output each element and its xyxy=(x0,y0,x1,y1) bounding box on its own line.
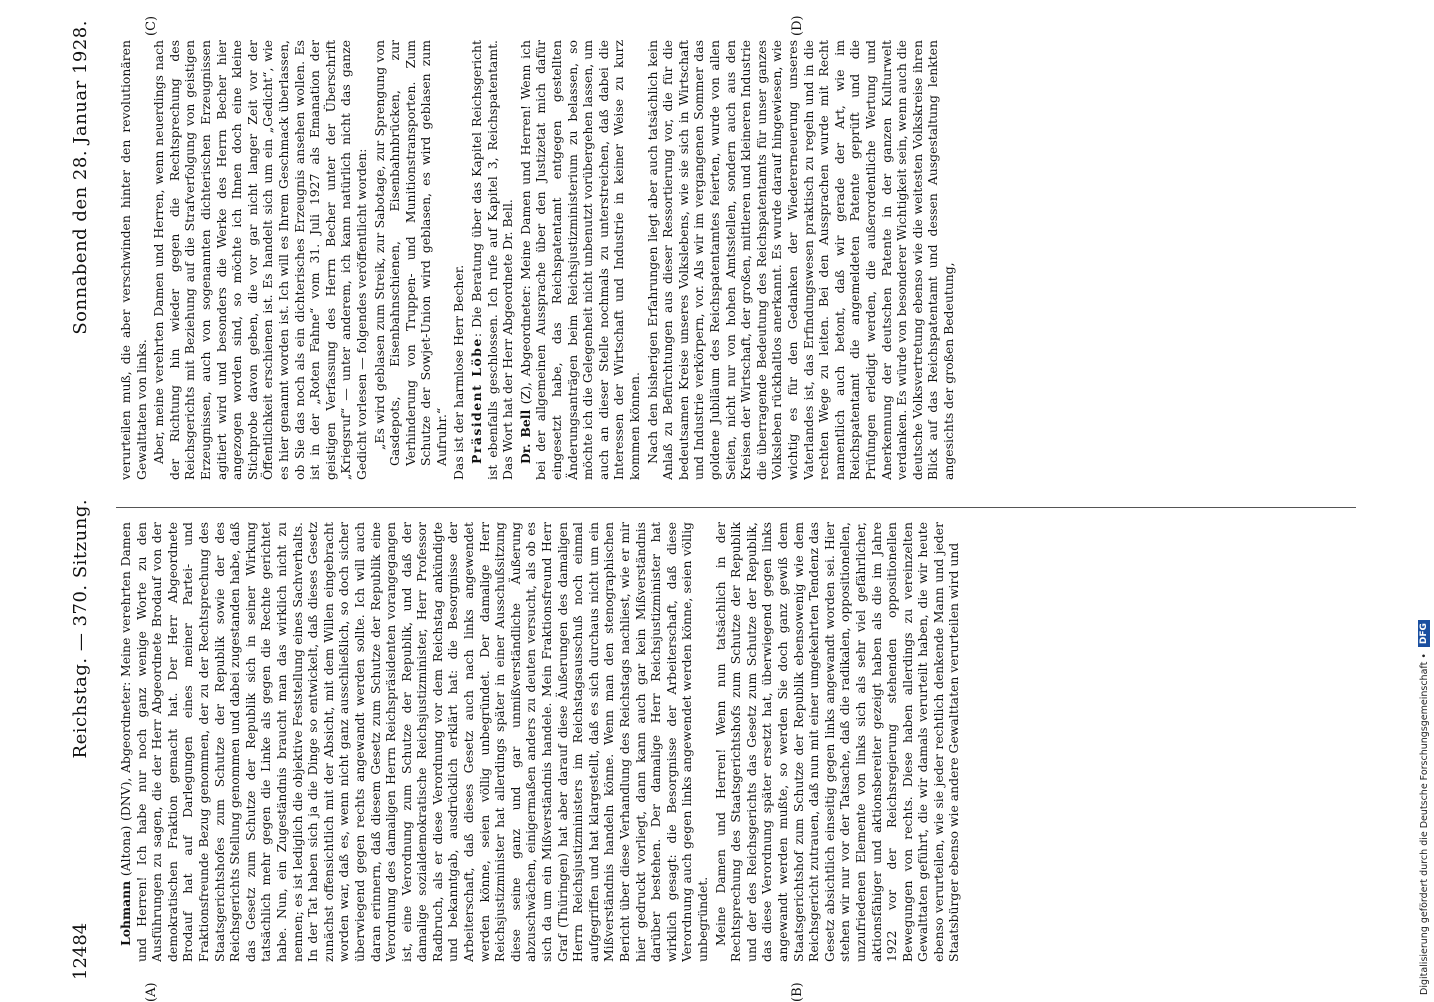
paragraph-text: verurteilen muß, die aber verschwinden hinter den revolutionären Gewalttaten von links. xyxy=(118,40,149,480)
margin-marker-c: (C) xyxy=(144,15,159,36)
page-number: 12484 xyxy=(70,922,91,980)
credit-text: Digitalisierung gefördert durch die Deutsche Forschungsgemeinschaft • xyxy=(1418,653,1430,995)
paragraph-text: Nach den bisherigen Erfahrungen liegt aber auch tatsächlich kein Anlaß zu Befürchtungen aus dieser Ressortierung vor, die für die bedeutsamen Kreise unseres Volkslebens, wie sie sich in Wirtschaft und Industrie verkörpern, vor. Als wir im vergangenen Sommer das goldene Jubiläum des Reichspatentamtes feierten, wurde von allen Seiten, nicht nur von hohen Amtsstellen, sondern auch aus den Kreisen der Wirtschaft, der großen, mittleren und kleineren Industrie die überragende Bedeutung des Reichspatentamts für unser ganzes Volksleben rückhaltlos anerkannt. Es wurde darauf hingewiesen, wie wichtig es für den Gedanken der Wiedererneuerung unseres Vaterlandes ist, das Erfindungswesen praktisch zu regeln und in die rechten Wege zu leiten. Bei den Aussprachen wurde mit Recht namentlich auch betont, daß wir gerade der Art, wie im Reichspatentamt die angemeldeten Patente geprüft und die Prüfungen erledigt werden, die außerordentliche Wertung und Anerkennung der deutschen Patente in der ganzen Kulturwelt verdanken. Es würde von besonderer Wichtigkeit sein, wenn auch die deutsche Volksvertretung ebenso wie die weitesten Volkskreise ihren Blick auf das Reichspatentamt und dessen Ausgestaltung lenkten angesichts der großen Bedeutung, xyxy=(644,40,956,480)
column-divider xyxy=(116,507,1356,508)
paragraph-text: Das ist der harmlose Herr Becher. xyxy=(451,264,467,480)
paragraph-text: (Z), Abgeordneter: Meine Damen und Herren! Wenn ich bei der allgemeinen Aussprache über den Justizetat mich dafür eingesetzt habe, das Reichspatentamt entgegen gestellten Änderungsanträgen beim Reichsjustizministerium zu belassen, so möchte ich die Gelegenheit nicht unbenutzt vorübergehen lassen, um auch an dieser Stelle nochmals zu unterstreichen, daß dabei die Interessen der Wirtschaft und Industrie in keiner Weise zu kurz kommen können. xyxy=(517,40,642,480)
left-column xyxy=(118,522,1358,962)
margin-marker-b: (B) xyxy=(790,982,805,1002)
digitization-credit xyxy=(1414,5,1434,995)
paragraph-text: (Altona) (DNV), Abgeordneter: Meine verehrten Damen und Herren! Ich habe nur noch ganz wenige Worte zu den Ausführungen zu sagen, die der Herr Abgeordnete Brodauf von der demokratischen Fraktion gemacht hat. Der Herr Abgeordnete Brodauf hat auf Darlegungen eines meiner Partei- und Fraktionsfreunde Bezug genommen, der zu der Rechtsprechung des Staatsgerichtshofes zum Schutze der Republik sowie der des Reichsgerichts Stellung genommen und dabei zugestanden habe, daß das Gesetz zum Schutze der Republik sich in seiner Wirkung tatsächlich mehr gegen die Linke als gegen die Rechte gerichtet habe. Nun, ein Zugeständnis braucht man das wirklich nicht zu nennen; es ist lediglich die objektive Feststellung eines Sachverhalts. In der Tat haben sich ja die Dinge so entwickelt, daß dieses Gesetz zunächst offensichtlich mit der Absicht, mit dem Willen eingebracht worden war, daß es, wenn nicht ganz ausschließlich, so doch sicher überwiegend gegen rechts angewandt werden sollte. Ich will auch daran erinnern, daß diesem Gesetz zum Schutze der Republik eine Verordnung des damaligen Herrn Reichspräsidenten vorangegangen ist, eine Verordnung zum Schutze der Republik, und daß der damalige sozialdemokratische Reichsjustizminister, Herr Professor Radbruch, als er diese Verordnung vor dem Reichstag ankündigte und bekanntgab, ausdrücklich erklärt hat: die Besorgnisse der Arbeiterschaft, daß dieses Gesetz auch nach links angewendet werden könne, seien völlig unbegründet. Der damalige Herr Reichsjustizminister hat allerdings später in einer Ausschußsitzung diese seine ganz und gar unmißverständliche Äußerung abzuschwächen, einigermaßen anders zu deuten versucht, als ob es sich da um ein Mißverständnis handele. Mein Fraktionsfreund Herr Graf (Thüringen) hat aber darauf diese Äußerungen des damaligen Herrn Reichsjustizministers im Reichstagsausschuß noch einmal aufgegriffen und hat klargestellt, daß es sich durchaus nicht um ein Mißverständnis handeln könne. Wenn man den stenographischen Bericht über diese Verhandlung des Reichstags nachliest, wie er mir hier gedruckt vorliegt, dann kann auch gar kein Mißverständnis darüber bestehen. Der damalige Herr Reichsjustizminister hat wirklich gesagt: die Besorgnisse der Arbeiterschaft, daß diese Verordnung auch gegen links angewendet werden könne, seien völlig unbegründet. xyxy=(118,522,710,962)
margin-marker-a: (A) xyxy=(144,982,159,1002)
paragraph xyxy=(469,40,516,480)
paragraph-text: „Es wird geblasen zum Streik, zur Sabotage, zur Sprengung von Gasdepots, Eisenbahnschienen, Eisenbahnbrücken, zur Verhinderung von Truppen- und Munitionstransporten. Zum Schutze der Sowjet-Union wird geblasen, es wird geblasen zum Aufruhr.“ xyxy=(371,40,449,466)
paragraph xyxy=(645,40,957,480)
speaker-name: Lohmann xyxy=(118,880,133,946)
dfg-logo: DFG xyxy=(1418,620,1430,647)
right-column xyxy=(118,40,1358,480)
paragraph xyxy=(518,40,643,480)
session-title: Reichstag. — 370. Sitzung. xyxy=(70,498,91,759)
paragraph xyxy=(713,522,963,962)
session-date: Sonnabend den 28. Januar 1928. xyxy=(70,20,91,335)
paragraph-text: : Die Beratung über das Kapitel Reichsgericht ist ebenfalls geschlossen. Ich rufe auf Kapitel 3, Reichspatentamt. Das Wort hat der Herr Abgeordnete Dr. Bell. xyxy=(469,40,516,480)
speaker-name: Dr. Bell xyxy=(517,409,533,464)
paragraph xyxy=(118,522,711,962)
paragraph xyxy=(118,40,149,480)
document-page xyxy=(70,15,1370,1002)
paragraph-text: Meine Damen und Herren! Wenn nun tatsächlich in der Rechtsprechung des Staatsgerichtshofs zum Schutze der Republik und der des Reichsgerichts das Gesetz zum Schutze der Republik, das diese Verordnung später ersetzt hat, überwiegend gegen links angewandt werden mußte, so werden Sie doch ganz gewiß dem Staatsgerichtshof zum Schutze der Republik ebensowenig wie dem Reichsgericht zutrauen, daß nun mit einer umgekehrten Tendenz das Gesetz absichtlich einseitig gegen links angewandt worden sei. Hier stehen wir nur vor der Tatsache, daß die radikalen, oppositionellen, unzufriedenen Elemente von links sich als sehr viel gefährlicher, aktionsfähiger und aktionsbereiter gezeigt haben als die im Jahre 1922 vor der Reichsregierung stehenden oppositionellen Bewegungen von rechts. Diese haben allerdings zu vereinzelten Gewalttaten geführt, die wir damals verurteilt haben, die wir heute ebenso verurteilen, wie sie jeder rechtlich denkende Mann und jeder Staatsbürger ebenso wie andere Gewalttaten verurteilen wird und xyxy=(712,522,962,962)
paragraph xyxy=(451,40,467,480)
margin-marker-d: (D) xyxy=(790,15,805,36)
speaker-name: Präsident Löbe xyxy=(469,337,485,464)
quotation xyxy=(372,40,450,466)
page-header xyxy=(70,20,110,980)
paragraph xyxy=(151,40,369,480)
paragraph-text: Aber, meine verehrten Damen und Herren, wenn neuerdings nach der Richtung hin wieder gegen die Rechtsprechung des Reichsgerichts mit Beziehung auf die Strafverfolgung von geistigen Erzeugnissen, auch von sogenannten dichterischen Erzeugnissen agitiert wird und besonders die Werke des Herrn Becher hier angezogen worden sind, so möchte ich Ihnen doch eine kleine Stichprobe davon geben, die vor gar nicht langer Zeit vor der Öffentlichkeit erschienen ist. Es handelt sich um ein „Gedicht“, wie es hier genannt worden ist. Ich will es Ihrem Geschmack überlassen, ob Sie das noch als ein dichterisches Erzeugnis ansehen wollen. Es ist in der „Roten Fahne“ vom 31. Juli 1927 als Emanation der geistigen Verfassung des Herrn Becher unter der Überschrift „Kriegsruf“ — unter anderem, ich kann natürlich nicht das ganze Gedicht vorlesen — folgendes veröffentlicht worden: xyxy=(151,40,369,480)
